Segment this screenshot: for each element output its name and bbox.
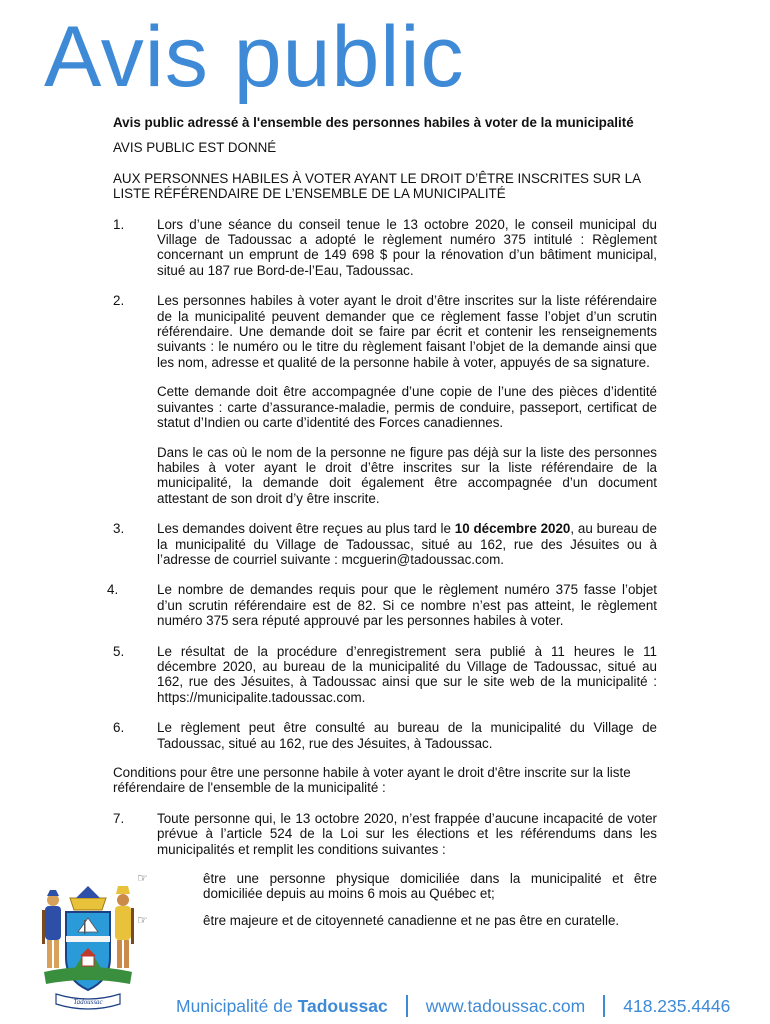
item-number: 1. <box>113 216 125 232</box>
item-text: Lors d’une séance du conseil tenue le 13 octobre 2020, le conseil municipal du Village de Tadoussac a adopté le règlement numéro 375 intitulé : Règlement concernant un emprunt de 149 698 $ pour la rénovation d’un bâtiment municipal, situé au 187 rue Bord-de-l’Eau, Tadoussac. <box>157 216 657 278</box>
item-number: 2. <box>113 293 125 309</box>
notice-heading: Avis public adressé à l'ensemble des personnes habiles à voter de la municipalité <box>113 115 634 130</box>
left-supporter-figure <box>42 890 61 968</box>
footer-website-link[interactable]: www.tadoussac.com <box>425 995 586 1016</box>
list-item <box>113 720 657 751</box>
footer-divider <box>603 995 605 1017</box>
item-text: Dans le cas où le nom de la personne ne figure pas déjà sur la liste des personnes habiles à voter ayant le droit d’être inscrites sur la liste référendaire de la municipalité, la demande doit également être accompagnée d’un document attestant de son droit d’y être inscrite. <box>157 444 657 506</box>
item-text: Le règlement peut être consulté au bureau de la municipalité du Village de Tadoussac, situé au 162, rue des Jésuites, à Tadoussac. <box>157 720 657 751</box>
footer-divider <box>406 995 408 1017</box>
notice-given: AVIS PUBLIC EST DONNÉ <box>113 140 277 156</box>
item-text: Toute personne qui, le 13 octobre 2020, n’est frappée d’aucune incapacité de voter prévue à l’article 524 de la Loi sur les élections et les référendums dans les municipalités et remplit les conditions suivantes : <box>157 810 657 857</box>
pointing-hand-icon: ☞ <box>137 912 148 927</box>
page-title: Avis public <box>44 9 465 105</box>
item-number: 5. <box>113 643 125 659</box>
condition-bullet <box>137 913 657 928</box>
item-number: 4. <box>107 582 119 598</box>
motto-ribbon <box>56 994 120 1009</box>
footer-phone: 418.235.4446 <box>623 995 731 1016</box>
footer <box>176 994 730 1018</box>
pointing-hand-icon: ☞ <box>137 871 148 886</box>
bullet-text: être majeure et de citoyenneté canadienne et ne pas être en curatelle. <box>203 912 620 928</box>
crest <box>70 886 106 910</box>
item-number: 3. <box>113 521 125 537</box>
item-text: Les demandes doivent être reçues au plus tard le 10 décembre 2020, au bureau de la municipalité du Village de Tadoussac, situé au 162, rue des Jésuites ou à l’adresse de courriel suivante : mcguerin@tadoussac.com. <box>157 521 658 567</box>
notice-addressee: AUX PERSONNES HABILES À VOTER AYANT LE DROIT D’ÊTRE INSCRITES SUR LA LISTE RÉFÉRENDAIRE DE L’ENSEMBLE DE LA MUNICIPALITÉ <box>113 170 641 202</box>
item-number: 6. <box>113 720 125 736</box>
list-item <box>113 644 657 706</box>
item-text: Le nombre de demandes requis pour que le règlement numéro 375 fasse l’objet d’un scrutin référendaire est de 82. Si ce nombre n’est pas atteint, le règlement numéro 375 sera réputé approuvé par les personnes habiles à voter. <box>157 582 657 629</box>
coat-of-arms-logo <box>36 880 140 1020</box>
item-number: 7. <box>113 810 125 826</box>
list-item <box>113 293 657 506</box>
bullet-text: être une personne physique domiciliée dans la municipalité et être domiciliée depuis au moins 6 mois au Québec et; <box>203 871 657 902</box>
condition-bullet <box>137 871 657 902</box>
motto-text: Tadoussac <box>73 998 103 1006</box>
list-item <box>107 582 657 629</box>
item-text: Les personnes habiles à voter ayant le droit d’être inscrites sur la liste référendaire de la municipalité peuvent demander que ce règlement fasse l’objet d’un scrutin référendaire. Une demande doit se faire par écrit et contenir les renseignements suivants : le numéro ou le titre du règlement faisant l’objet de la demande ainsi que les nom, adresse et qualité de la personne habile à voter, appuyés de sa signature. <box>157 293 657 370</box>
list-item <box>113 217 657 279</box>
list-item <box>113 521 657 567</box>
list-item <box>113 811 657 857</box>
item-text: Le résultat de la procédure d’enregistrement sera publié à 11 heures le 11 décembre 2020, au bureau de la municipalité du Village de Tadoussac, situé au 162, rue des Jésuites, à Tadoussac ainsi que sur le site web de la municipalité : https://municipalite.tadoussac.com. <box>157 643 657 705</box>
notice-body <box>107 115 658 939</box>
right-supporter-figure <box>115 886 134 968</box>
footer-municipality: Municipalité de Tadoussac <box>176 995 388 1016</box>
conditions-intro: Conditions pour être une personne habile à voter ayant le droit d'être inscrite sur la liste référendaire de l'ensemble de la municipalité : <box>113 765 631 796</box>
deadline-date: 10 décembre 2020 <box>454 521 571 537</box>
item-text: Cette demande doit être accompagnée d’une copie de l’une des pièces d’identité suivantes : carte d’assurance-maladie, permis de conduire, passeport, certificat de statut d’Indien ou carte d’identité des Forces canadiennes. <box>157 384 657 431</box>
